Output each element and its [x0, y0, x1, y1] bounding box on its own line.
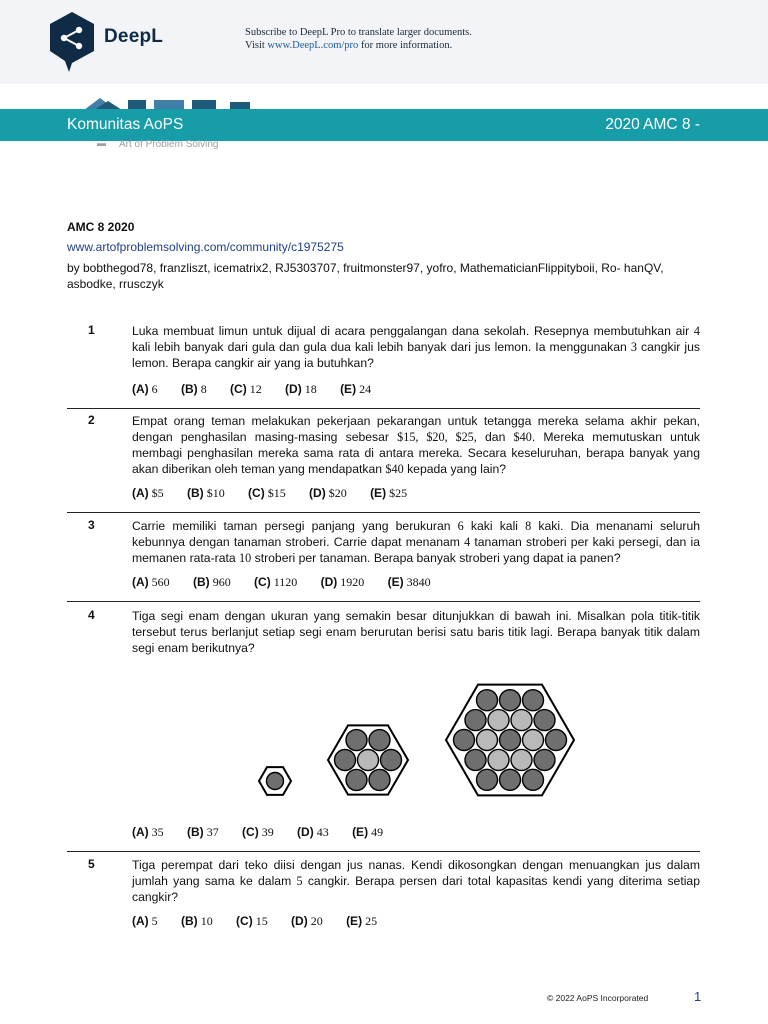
- deepl-pro-link[interactable]: www.DeepL.com/pro: [267, 40, 359, 51]
- divider: [67, 601, 700, 602]
- hexagon-dot: [267, 773, 284, 790]
- hexagon-dot: [346, 769, 367, 790]
- choice-d[interactable]: (D) 18: [285, 382, 317, 396]
- hexagon-dot: [358, 750, 379, 771]
- choice-a[interactable]: (A) 560: [132, 575, 170, 589]
- document-title: AMC 8 2020: [67, 220, 135, 234]
- answer-choices: [132, 914, 397, 929]
- choice-e[interactable]: (E) 25: [346, 914, 378, 928]
- hexagon-dot: [488, 710, 509, 731]
- choice-b[interactable]: (B) $10: [187, 486, 225, 500]
- divider: [67, 408, 700, 409]
- community-url-link[interactable]: www.artofproblemsolving.com/community/c1975275: [67, 240, 344, 254]
- hexagon-dot: [500, 690, 521, 711]
- aops-small-mark-icon: ▬: [97, 138, 106, 148]
- deepl-message-line2: [245, 39, 472, 52]
- contest-title: 2020 AMC 8 -: [605, 116, 700, 133]
- problem-text: Luka membuat limun untuk dijual di acara penggalangan dana sekolah. Resepnya membutuhkan air 4 kali lebih banyak dari gula dan gula dua kali lebih banyak dari jus lemon. Ia menggunakan 3 cangkir jus lemon. Berapa cangkir air yang ia butuhkan?: [132, 324, 701, 370]
- hexagon-dot: [477, 769, 498, 790]
- hexagon-dot: [500, 769, 521, 790]
- hexagon-dot: [454, 730, 475, 751]
- choice-e[interactable]: (E) 3840: [387, 575, 431, 589]
- problem-number: 5: [88, 857, 95, 871]
- choice-a[interactable]: (A) 35: [132, 825, 164, 839]
- hexagon-dot: [534, 749, 555, 770]
- choice-d[interactable]: (D) 43: [297, 825, 329, 839]
- problem-number: 1: [88, 323, 95, 337]
- deepl-banner: [0, 0, 768, 84]
- aops-subtitle: Art of Problem Solving: [119, 139, 219, 150]
- choice-e[interactable]: (E) $25: [370, 486, 408, 500]
- choice-e[interactable]: (E) 49: [352, 825, 384, 839]
- problem-number: 2: [88, 413, 95, 427]
- deepl-subscribe-message: [245, 26, 472, 52]
- deepl-visit-text: Visit: [245, 40, 268, 51]
- hexagon-dot: [523, 690, 544, 711]
- choice-c[interactable]: (C) 15: [236, 914, 268, 928]
- hexagon-dot: [477, 730, 498, 751]
- hexagon-dot: [511, 710, 532, 731]
- hexagon-dot: [523, 730, 544, 751]
- choice-b[interactable]: (B) 8: [181, 382, 207, 396]
- hexagon-dot: [335, 750, 356, 771]
- problem-number: 3: [88, 518, 95, 532]
- deepl-logo-icon: [47, 11, 97, 73]
- hexagon-dot: [369, 730, 390, 751]
- choice-b[interactable]: (B) 37: [187, 825, 219, 839]
- problem-text: Tiga segi enam dengan ukuran yang semakin besar ditunjukkan di bawah ini. Misalkan pola titik-titik tersebut terus berlanjut setiap segi enam berurutan berisi satu baris titik lagi. Berapa banyak titik dalam segi enam berikutnya?: [132, 609, 700, 655]
- deepl-info-text: for more information.: [358, 40, 453, 51]
- choice-d[interactable]: (D) 20: [291, 914, 323, 928]
- hexagon-dots-figure: [250, 676, 580, 804]
- answer-choices: [132, 486, 427, 501]
- choice-b[interactable]: (B) 10: [181, 914, 213, 928]
- answer-choices: [132, 382, 391, 397]
- choice-c[interactable]: (C) 12: [230, 382, 262, 396]
- hexagon-dot: [465, 710, 486, 731]
- choice-d[interactable]: (D) $20: [309, 486, 347, 500]
- choice-c[interactable]: (C) $15: [248, 486, 286, 500]
- choice-e[interactable]: (E) 24: [340, 382, 372, 396]
- answer-choices: [132, 825, 403, 840]
- choice-a[interactable]: (A) 6: [132, 382, 158, 396]
- hexagon-dot: [369, 769, 390, 790]
- choice-c[interactable]: (C) 1120: [254, 575, 298, 589]
- divider: [67, 851, 700, 852]
- choice-a[interactable]: (A) 5: [132, 914, 158, 928]
- page-number: 1: [694, 989, 702, 1004]
- hexagon-dot: [500, 730, 521, 751]
- choice-c[interactable]: (C) 39: [242, 825, 274, 839]
- deepl-message-line1: Subscribe to DeepL Pro to translate larger documents.: [245, 27, 472, 38]
- aops-logo-icon: [80, 96, 280, 110]
- hexagon-dot: [477, 690, 498, 711]
- choice-a[interactable]: (A) $5: [132, 486, 164, 500]
- hexagon-dot: [546, 730, 567, 751]
- hexagon-dot: [511, 749, 532, 770]
- hexagon-dot: [465, 749, 486, 770]
- deepl-brand-name: DeepL: [104, 26, 164, 47]
- footer-copyright: © 2022 AoPS Incorporated: [547, 993, 649, 1003]
- problem-text: Empat orang teman melakukan pekerjaan pekarangan untuk tetangga mereka selama akhir pekan, dengan penghasilan masing-masing sebesar $15, $20, $25, dan $40. Mereka memutuskan untuk membagi penghasilan mereka sama rata di antara mereka. Secara keseluruhan, berapa banyak yang akan diberikan oleh teman yang mendapatkan $40 kepada yang lain?: [132, 414, 700, 476]
- hexagon-dot: [523, 769, 544, 790]
- choice-b[interactable]: (B) 960: [193, 575, 231, 589]
- divider: [67, 512, 700, 513]
- hexagon-dot: [534, 710, 555, 731]
- choice-d[interactable]: (D) 1920: [320, 575, 365, 589]
- aops-community-label[interactable]: Komunitas AoPS: [67, 116, 184, 133]
- hexagon-dot: [488, 749, 509, 770]
- hexagon-dot: [381, 750, 402, 771]
- problem-text: Carrie memiliki taman persegi panjang yang berukuran 6 kaki kali 8 kaki. Dia menanami seluruh kebunnya dengan tanaman stroberi. Carrie dapat menanam 4 tanaman stroberi per kaki persegi, dan ia memanen rata-rata 10 stroberi per tanaman. Berapa banyak stroberi yang dapat ia panen?: [132, 519, 700, 565]
- authors-line: by bobthegod78, franzliszt, icematrix2, RJ5303707, fruitmonster97, yofro, MathematicianFlippityboii, Ro- hanQV, asbodke, rrusczyk: [67, 261, 664, 291]
- answer-choices: [132, 575, 451, 590]
- hexagon-dot: [346, 730, 367, 751]
- problem-text: Tiga perempat dari teko diisi dengan jus nanas. Kendi dikosongkan dengan menuangkan jus dalam jumlah yang sama ke dalam 5 cangkir. Berapa persen dari total kapasitas kendi yang diterima setiap cangkir?: [132, 858, 700, 904]
- problem-number: 4: [88, 608, 95, 622]
